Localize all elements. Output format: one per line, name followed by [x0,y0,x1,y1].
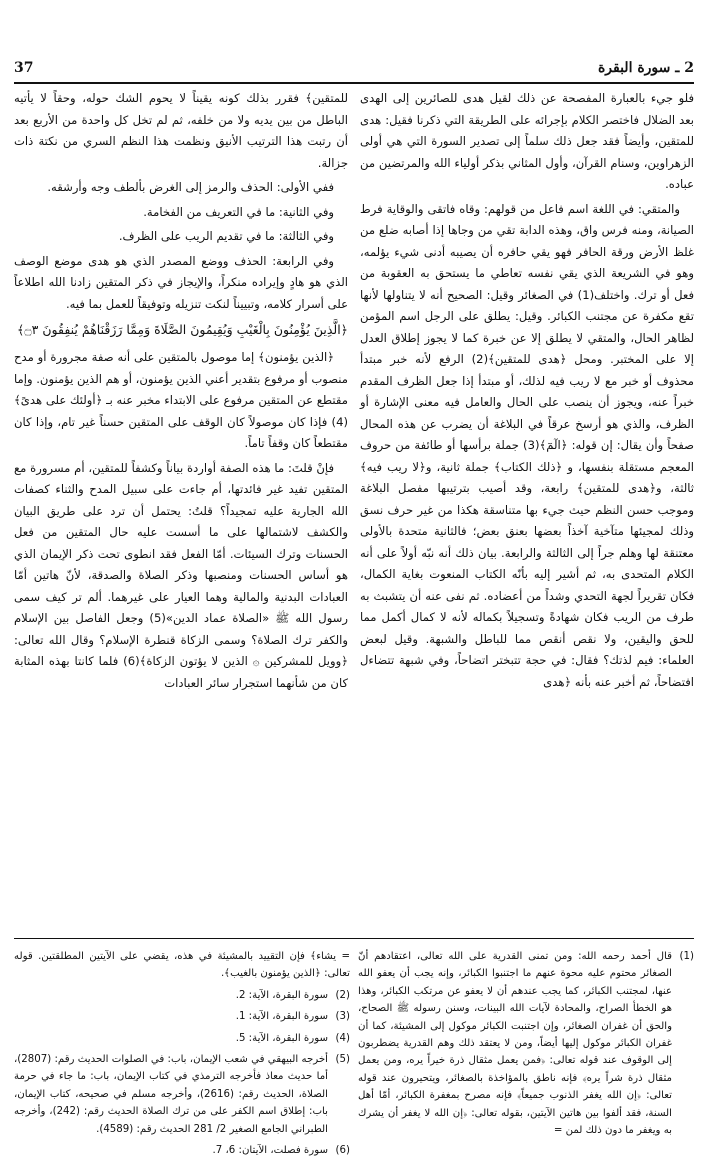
paragraph: للمتقين﴾ فقرر بذلك كونه يقيناً لا يحوم الشك حوله، وحقاً لا يأتيه الباطل من بين يديه ولا من خلفه، ثم لم تخل كل واحدة من الأربع بعد أن رتبت هذا الترتيب الأنيق ونظمت هذا النظم السري من نكتة ذات جزالة. [14,91,348,170]
footnote-text: = يشاء﴾ فإن التقييد بالمشيئة في هذه، يقضي على الآيتين المطلقتين. قوله تعالى: ﴿الذين يؤمنون بالغيب﴾. [14,951,350,980]
left-column [14,88,348,896]
footnotes-left-column [14,948,350,1157]
footnote-text: قال أحمد رحمه الله: ومن تمنى القدرية على الله تعالى، اعتقادهم أنّ الصغائر محتوم عليه محوة عنهم ما اجتنبوا الكبائر، وإنه يجب أن يعفو الله عنها، لمجتنب الكبائر، كما يجب عندهم أن لا يعفو عن مرتكب الكبائر، وهذا هو الخطأ الصراح، والمحادة لآيات الله البينات، وسنن رسوله ﷺ الصحاح، والحق أن غفران الصغائر، وإن اجتنبت الكبائر موكول إلى المشيئة، كما أن غفران الكبائر موكول إليها أيضاً، ومن لا يعتقد ذلك وهم القدرية يضطربون إلى الوقوف عند قوله تعالى: ﴿فمن يعمل مثقال ذرة خيراً يره، ومن يعمل مثقال ذرة شراً يره﴾ فإنه ناطق بالمؤاخذة بالصغائر، ويتحيرون عند قوله تعالى: ﴿إن الله يغفر الذنوب جميعاً﴾ فإنه مصرح بمغفرة الكبائر، أمّا أهل السنة، فقد ألفوا بين هاتين الآيتين، بقوله تعالى: ﴿إن الله لا يغفر أن يشرك به ويغفر ما دون ذلك لمن = [358,951,672,1137]
footnote-text: سورة البقرة، الآية: 1. [235,1011,328,1023]
paragraph: وفي الرابعة: الحذف ووضع المصدر الذي هو هدى موضع الوصف الذي هو هادٍ وإيراده منكراً، والإيجاز في ذكر المتقين زادنا الله اطلاعاً على أسرار كلامه، وتبييناً لنكت تنزيله وتوفيقاً للعمل بما فيه. [14,253,348,311]
footnote-number: (2) [335,989,350,1001]
footnote [358,948,694,1139]
paragraph: وفي الثالثة: ما في تقديم الريب على الظرف. [118,229,334,243]
footnote-number: (4) [335,1032,350,1044]
footnote-text: سورة فصلت، الآيتان: 6، 7. [212,1145,328,1157]
footnote [14,948,350,983]
footnote [14,1142,350,1159]
paragraph: فإنْ قلتَ: ما هذه الصفة أواردة بياناً وكشفاً للمتقين، أم مسرورة مع المتقين تفيد غير فائدتها، أم جاءت على سبيل المدح والثناء كصفات الله الجارية عليه تمجيداً؟ قلتُ: يحتمل أن ترد على طريق البيان والكشف لاشتمالها على ما أسست عليه حال المتقين من فعل الحسنات وترك السيئات. أمّا الفعل فقد انطوى تحت ذكر الإيمان الذي هو أساس الحسنات ومنصبها وذكر الصلاة والصدقة، لأنّ هاتين أمّا العبادات البدنية والمالية وهما العيار على غيرهما. ألم تر كيف سمى رسول الله ﷺ «الصلاة عماد الدين»(5) وجعل الفاصل بين الإسلام والكفر ترك الصلاة؟ وسمى الزكاة قنطرة الإسلام؟ وقال الله تعالى: ﴿وويل للمشركين ۞ الذين لا يؤتون الزكاة﴾(6) فلما كانتا بهذه المثابة كان من شأنهما استجرار سائر العبادات [14,460,348,690]
paragraph: والمتقي: في اللغة اسم فاعل من قولهم: وقاه فاتقى والوقاية فرط الصيانة، ومنه فرس واق، وهذه الدابة تقي من وجاها إذا أصابه ضلع من غلظ الأرض ورقة الحافر فهو يقي حافره أن يصيبه أدنى شيء يؤلمه، وهو في الشريعة الذي يقي نفسه تعاطي ما يستحق به العقوبة من فعل أو ترك. واختلف(1) في الصغائر وقيل: الصحيح أنه لا يتناولها لأنها تقع مكفرة عن مجتنب الكبائر. وقيل: يطلق على الرجل اسم المؤمن لظاهر الحال، والمتقي لا يطلق إلا عن خبرة كما لا يجوز إطلاق العدل إلا على المختبر. ومحل ﴿هدى للمتقين﴾(2) الرفع لأنه خبر مبتدأ محذوف أو خبر مع لا ريب فيه لذلك، أو مبتدأ إذا جعل الظرف المقدم خبراً عنه، ويجوز أن ينصب على الحال والعامل فيه معنى الإشارة أو الظرف، والذي هو أرسخ عرقاً في البلاغة أن يضرب عن هذه المحال صفحاً وأن يقال: إن قوله: ﴿الٓمٓ﴾(3) جملة برأسها أو طائفة من حروف المعجم مستقلة بنفسها، و ﴿ذلك الكتاب﴾ جملة ثانية، و﴿لا ريب فيه﴾ ثالثة، و﴿هدى للمتقين﴾ رابعة، وقد أصيب بترتيبها مفصل البلاغة وموجب حسن النظم حيث جيء بها متناسقة هكذا من غير حرف نسق وذلك لمجيئها متآخية آخذاً بعضها بعنق بعض؛ فالثانية متحدة بالأولى معتنقة لها وهلم جراً إلى الثالثة والرابعة. بيان ذلك أنه نبّه أولاً على أنه الكلام المتحدى به، ثم أشير إليه بأنّه الكتاب المنعوت بغاية الكمال، فكان تقريراً لجهة التحدي وشداً من أعضاده. ثم نفى عنه أن يتشبث به طرف من الريب فكان شهادةً وتسجيلاً بكماله لأنه لا كمال أكمل مما للحق واليقين، ولا نقص أنقص مما للباطل والشبهة. وقيل لبعض العلماء: فيم لذتك؟ فقال: في حجة تتبختر اتضاحاً، وفي شبهة تتضاءل افتضاحاً، ثم أخبر عنه بأنه ﴿هدى [360,201,694,689]
footnote-number: (5) [335,1054,350,1066]
footnote-number: (6) [335,1145,350,1157]
page-number: 37 [14,60,34,76]
running-title: 2 ـ سورة البقرة [597,60,694,76]
footnote-number: (3) [335,1011,350,1023]
footnote [14,1051,350,1138]
footnote-text: أخرجه البيهقي في شعب الإيمان، باب: في الصلوات الحديث رقم: (2807)، أما حديث معاذ فأخرجه الترمذي في كتاب الإيمان، باب: ما جاء في حرمة الصلاة، الحديث رقم: (2616)، وأخرجه مسلم في صحيحه، كتاب الإيمان، باب: إطلاق اسم الكفر على من ترك الصلاة الحديث رقم: (242)، وأخرجه الطبراني الجامع الصغير 2/ 281 الحديث رقم: (4589). [14,1054,328,1135]
paragraph: وفي الثانية: ما في التعريف من الفخامة. [143,204,334,219]
paragraph: ﴿الذين يؤمنون﴾ إما موصول بالمتقين على أنه صفة مجرورة أو مدح منصوب أو مرفوع بتقدير أعني الذين يؤمنون، أو هم الذين يؤمنون. وإما مقتطع عن المتقين مرفوع على الابتداء مخبر عنه بـ ﴿أولئك على هدىً﴾(4) فإذا كان موصولاً كان الوقف على المتقين حسناً غير تام، وإذا كان مقتطعاً كان وقفاً تاماً. [14,350,348,450]
main-text [14,88,694,896]
footnotes [14,948,694,1157]
paragraph: ففي الأولى: الحذف والرمز إلى الغرض بألطف وجه وأرشقه. [47,180,334,194]
footnote-text: سورة البقرة، الآية: 2. [235,989,328,1001]
right-column [360,88,694,896]
footnotes-right-column [358,948,694,1138]
footnote [14,987,350,1004]
paragraph: فلو جيء بالعبارة المفصحة عن ذلك لقيل هدى للصائرين إلى الهدى بعد الضلال فاختصر الكلام بإجرائه على الطريقة التي ذكرنا فقيل: هدى للمتقين، وأيضاً فقد جعل ذلك سلماً إلى تصدير السورة التي هي أولى الزهراوين، وسنام القرآن، وأول المثاني بذكر أولياء الله والمرتضين من عباده. [360,91,694,191]
footnote-separator [14,938,694,939]
footnote [14,1030,350,1047]
footnote-number: (1) [679,951,694,962]
quran-verse: ﴿الَّذِينَ يُؤْمِنُونَ بِالْغَيْبِ وَيُقِيمُونَ الصَّلَاةَ وَمِمَّا رَزَقْنَاهُمْ يُنفِقُونَ ۝٣﴾ [17,322,348,337]
footnote-text: سورة البقرة، الآية: 5. [235,1032,328,1044]
footnote [14,1008,350,1025]
page-header [14,58,694,84]
